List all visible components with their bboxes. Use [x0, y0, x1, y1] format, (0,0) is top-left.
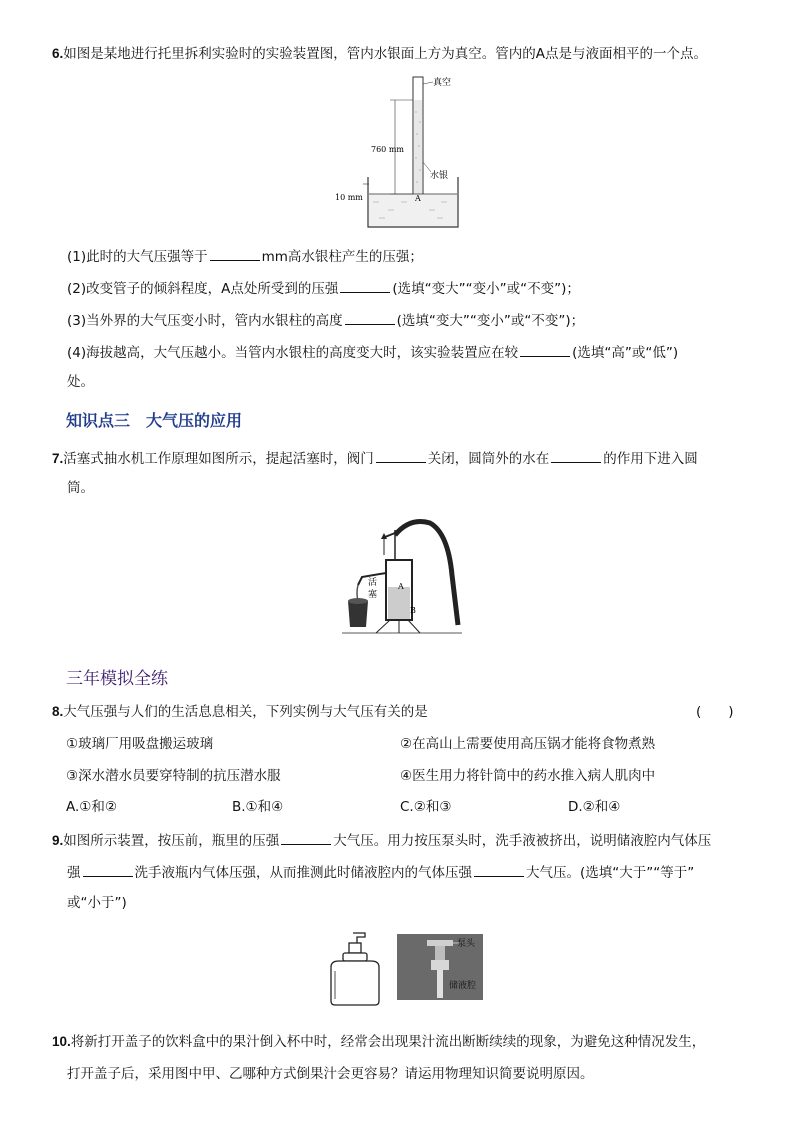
- answer-blank[interactable]: [551, 448, 601, 463]
- q6-part4-end: 处。: [67, 374, 94, 390]
- mercury-label: 水银: [430, 171, 449, 181]
- q10-line2: 打开盖子后，采用图中甲、乙哪种方式倒果汁会更容易？请运用物理知识简要说明原因。: [67, 1066, 594, 1082]
- q6-part1: (1)此时的大气压强等于 mm高水银柱产生的压强；: [67, 246, 423, 267]
- valve-a-label: A: [398, 582, 404, 591]
- pump-head-label: 泵头: [457, 939, 476, 949]
- answer-blank[interactable]: [345, 310, 395, 325]
- soap-bottle-figure: [325, 925, 385, 1007]
- q9-line2: 强 洗手液瓶内气体压强，从而推测此时储液腔内的气体压强 大气压。(选填“大于”“等于”: [67, 862, 694, 883]
- section-heading-kp3: 知识点三 大气压的应用: [66, 411, 243, 430]
- piston-label-2: 塞: [368, 590, 378, 600]
- answer-blank[interactable]: [474, 862, 524, 877]
- answer-blank[interactable]: [210, 246, 260, 261]
- answer-blank[interactable]: [376, 448, 426, 463]
- q7-stem-cont: 筒。: [67, 480, 94, 496]
- q10-line1: 10.将新打开盖子的饮料盒中的果汁倒入杯中时，经常会出现果汁流出断断续续的现象，为避免这种情况发生，: [52, 1034, 706, 1050]
- q7-stem: 7.活塞式抽水机工作原理如图所示，提起活塞时，阀门 关闭，圆筒外的水在 的作用下进入圆: [52, 448, 698, 469]
- q8-option-b[interactable]: B.①和④: [232, 799, 284, 815]
- q8-answer-paren[interactable]: ( ): [696, 704, 734, 720]
- q8-option-d[interactable]: D.②和④: [568, 799, 621, 815]
- q9-line3: 或“小于”): [67, 895, 127, 911]
- q8-item-1: ①玻璃厂用吸盘搬运玻璃: [66, 736, 214, 752]
- q8-stem: 8.大气压强与人们的生活息息相关，下列实例与大气压有关的是: [52, 704, 428, 720]
- q6-part2: (2)改变管子的倾斜程度，A点处所受到的压强 (选填“变大”“变小”或“不变”)；: [67, 278, 580, 299]
- section-heading-mock: 三年模拟全练: [66, 669, 168, 689]
- valve-b-label: B: [410, 606, 416, 615]
- pump-figure: [340, 515, 465, 635]
- q9-line1: 9.如图所示装置，按压前，瓶里的压强 大气压。用力按压泵头时，洗手液被挤出，说明储液腔内气体压: [52, 830, 711, 851]
- q6-part4: (4)海拔越高，大气压越小。当管内水银柱的高度变大时，该实验装置应在较 (选填“高”或“低”): [67, 342, 678, 363]
- point-a-label: A: [415, 194, 421, 203]
- vacuum-label: 真空: [433, 78, 452, 88]
- h760-label: 760 mm: [371, 145, 404, 154]
- chamber-label: 储液腔: [449, 981, 477, 991]
- q8-item-4: ④医生用力将针筒中的药水推入病人肌肉中: [400, 768, 656, 784]
- torricelli-figure: [333, 72, 463, 232]
- answer-blank[interactable]: [83, 862, 133, 877]
- q8-item-3: ③深水潜水员要穿特制的抗压潜水服: [66, 768, 281, 784]
- q6-stem: 6.如图是某地进行托里拆利实验时的实验装置图，管内水银面上方为真空。管内的A点是与液面相平的一个点。: [52, 46, 707, 62]
- q8-option-c[interactable]: C.②和③: [400, 799, 452, 815]
- answer-blank[interactable]: [520, 342, 570, 357]
- q6-part3: (3)当外界的大气压变小时，管内水银柱的高度 (选填“变大”“变小”或“不变”)；: [67, 310, 584, 331]
- q8-item-2: ②在高山上需要使用高压锅才能将食物煮熟: [400, 736, 656, 752]
- answer-blank[interactable]: [340, 278, 390, 293]
- answer-blank[interactable]: [281, 830, 331, 845]
- piston-label: 活: [368, 578, 378, 588]
- q8-option-a[interactable]: A.①和②: [66, 799, 117, 815]
- pump-head-photo: [397, 934, 483, 1000]
- h10-label: 10 mm: [335, 193, 363, 202]
